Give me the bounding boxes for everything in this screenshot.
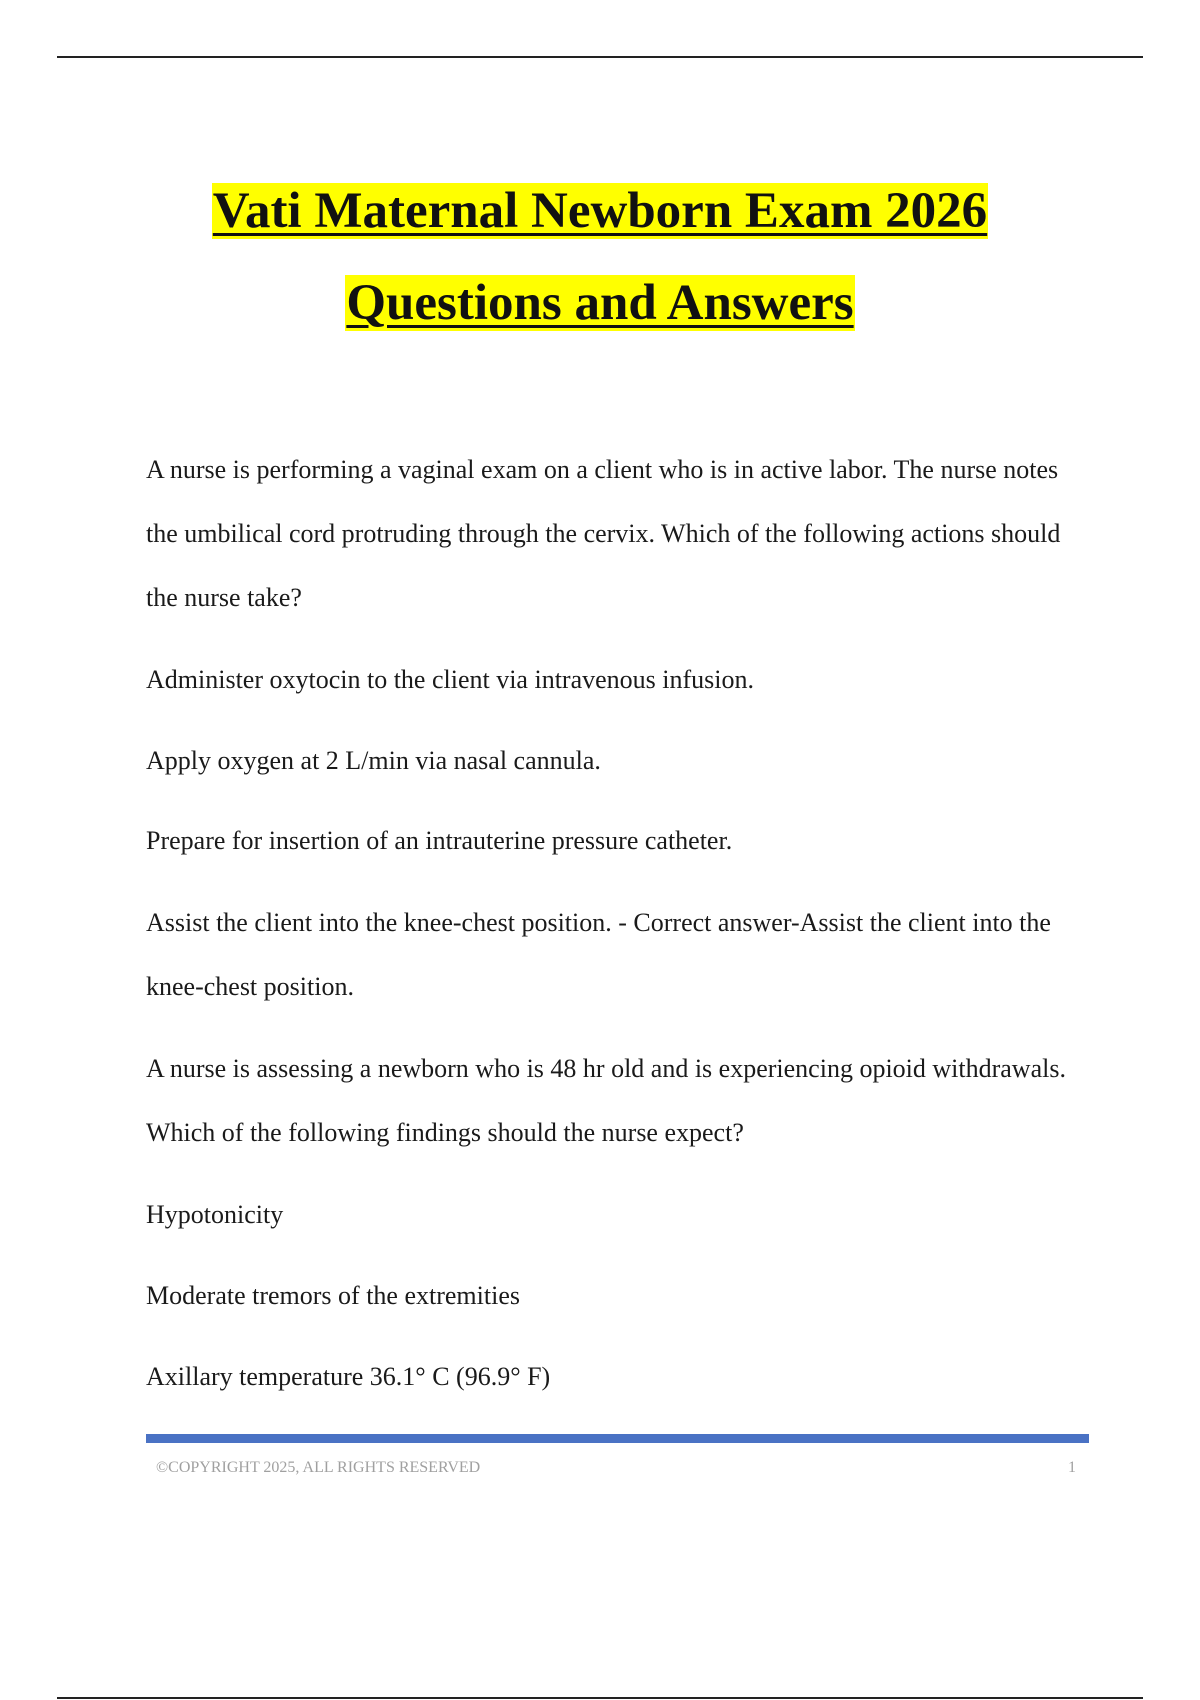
bottom-divider <box>57 1697 1143 1699</box>
title-line-2-text: Questions and Answers <box>346 275 854 331</box>
question-1-option-d-answer: Assist the client into the knee-chest position. - Correct answer-Assist the client into the knee-chest position. <box>146 908 1051 1001</box>
document-title-line-2 <box>0 273 1200 333</box>
question-1-option-c: Prepare for insertion of an intrauterine pressure catheter. <box>146 826 733 855</box>
question-2-option-a: Hypotonicity <box>146 1200 284 1229</box>
question-1-text: A nurse is performing a vaginal exam on a client who is in active labor. The nurse notes the umbilical cord protruding through the cervix. Which of the following actions should the nurse take? <box>146 455 1061 612</box>
copyright-notice: ©COPYRIGHT 2025, ALL RIGHTS RESERVED <box>156 1459 481 1476</box>
question-1-option-b: Apply oxygen at 2 L/min via nasal cannula. <box>146 746 601 775</box>
top-divider <box>57 56 1143 58</box>
title-line-1-text: Vati Maternal Newborn Exam 2026 <box>212 183 988 239</box>
question-2-option-c: Axillary temperature 36.1° C (96.9° F) <box>146 1362 551 1391</box>
question-1-option-a: Administer oxytocin to the client via intravenous infusion. <box>146 665 755 694</box>
question-2-text: A nurse is assessing a newborn who is 48 hr old and is experiencing opioid withdrawals. Which of the following findings should the nurse expect? <box>146 1054 1066 1147</box>
document-title-line-1 <box>0 181 1200 241</box>
page-number: 1 <box>1068 1459 1076 1476</box>
footer-bar <box>146 1434 1089 1443</box>
question-2-option-b: Moderate tremors of the extremities <box>146 1281 520 1310</box>
